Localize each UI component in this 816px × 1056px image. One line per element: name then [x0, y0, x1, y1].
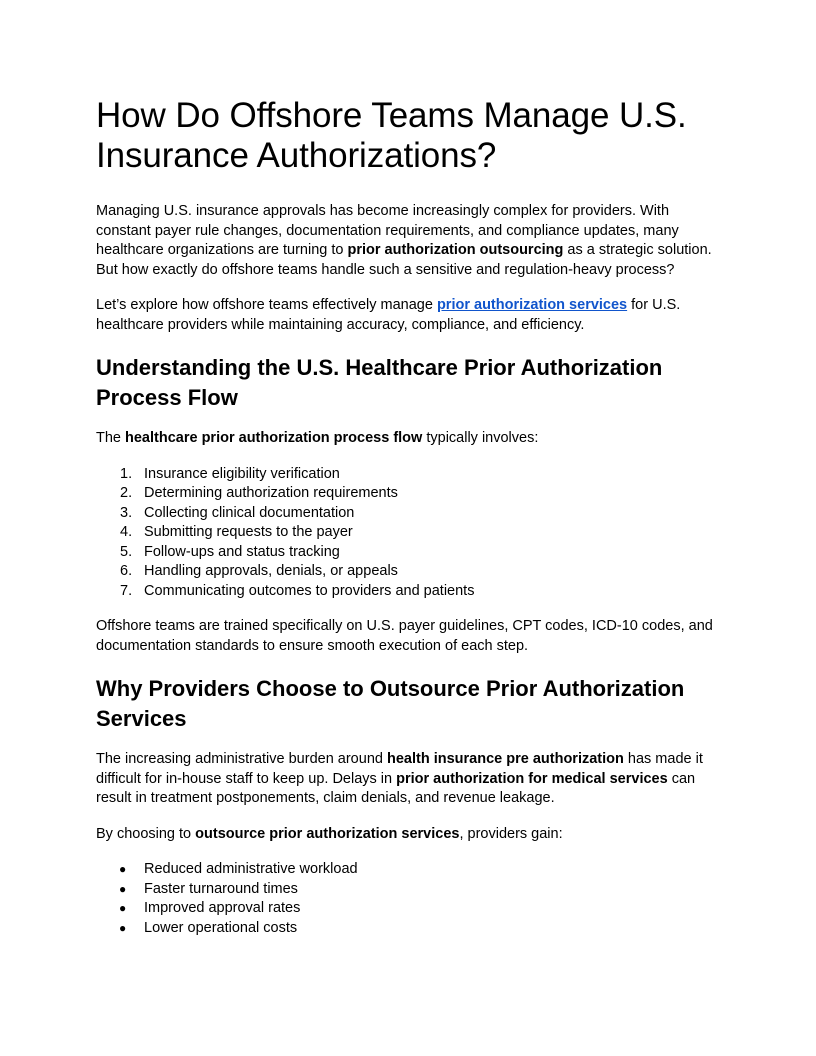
intro-p2-before: Let’s explore how offshore teams effectively manage [96, 297, 437, 313]
document-body [96, 96, 724, 938]
section2-paragraph-1 [96, 750, 724, 809]
section2-p2-after: , providers gain: [459, 825, 563, 842]
list-item-text: Reduced administrative workload [144, 861, 358, 877]
section2-heading: Why Providers Choose to Outsource Prior Authorization Services [96, 676, 685, 731]
list-item-text: Determining authorization requirements [144, 485, 398, 501]
intro-text-2: as a strategic solution. But how exactly do offshore teams handle such a sensitive and regulation-heavy process? [96, 242, 712, 278]
list-item [96, 899, 724, 919]
list-item [96, 504, 724, 524]
list-number: 5. [120, 543, 133, 560]
benefits-list [96, 860, 724, 938]
section2-text-3: can result in treatment postponements, claim denials, and revenue leakage. [96, 770, 696, 806]
list-number: 3. [120, 504, 133, 521]
list-number: 7. [120, 582, 133, 599]
list-item-text: Faster turnaround times [144, 880, 298, 897]
bullet-icon: ● [119, 901, 127, 915]
list-item [96, 582, 724, 602]
intro-p2-after: for U.S. healthcare providers while maintaining accuracy, compliance, and efficiency. [96, 297, 681, 333]
section2-bold-health-insurance: health insurance pre authorization [386, 751, 624, 767]
intro-text-1: Managing U.S. insurance approvals has become increasingly complex for providers. With constant payer rule changes, documentation requirements, and compliance updates, many healthcare organizations are turning to [96, 203, 679, 258]
section2-text-1: The increasing administrative burden around [96, 751, 387, 767]
list-item [96, 523, 724, 543]
section1-lead [96, 429, 724, 449]
section1-heading: Understanding the U.S. Healthcare Prior Authorization Process Flow [96, 355, 663, 410]
section2-p2-before: By choosing to [96, 825, 196, 842]
list-item-text: Improved approval rates [144, 900, 301, 916]
list-item [96, 465, 724, 485]
process-steps-list [96, 465, 724, 602]
list-item-text: Follow-ups and status tracking [144, 543, 340, 560]
section2-paragraph-2 [96, 825, 724, 845]
list-item [96, 484, 724, 504]
list-item [96, 562, 724, 582]
list-item [96, 880, 724, 900]
list-item-text: Communicating outcomes to providers and patients [144, 582, 475, 599]
section1-lead-after: typically involves: [422, 430, 539, 446]
section2-bold-medical-services: prior authorization for medical services [396, 770, 668, 787]
list-item [96, 919, 724, 939]
section1-lead-before: The [96, 430, 126, 446]
intro-paragraph-1 [96, 202, 724, 280]
section1-closing: Offshore teams are trained specifically on U.S. payer guidelines, CPT codes, ICD-10 codes, and documentation standards to ensure smooth execution of each step. [96, 618, 713, 654]
page-title: How Do Offshore Teams Manage U.S. Insurance Authorizations? [96, 96, 687, 175]
list-item-text: Handling approvals, denials, or appeals [144, 563, 398, 579]
intro-paragraph-2 [96, 296, 724, 335]
list-number: 6. [120, 563, 133, 579]
bullet-icon: ● [119, 881, 127, 896]
list-item-text: Collecting clinical documentation [144, 504, 355, 521]
section2-p2-bold: outsource prior authorization services [195, 825, 460, 842]
list-item-text: Insurance eligibility verification [144, 465, 340, 482]
list-item [96, 543, 724, 563]
list-number: 2. [120, 485, 133, 501]
bullet-icon: ● [119, 920, 127, 935]
list-item-text: Submitting requests to the payer [144, 524, 353, 540]
bullet-icon: ● [119, 862, 127, 876]
list-item-text: Lower operational costs [144, 919, 298, 936]
section1-lead-bold: healthcare prior authorization process flow [125, 430, 423, 446]
section2-text-2: has made it difficult for in-house staff to keep up. Delays in [96, 751, 703, 787]
list-number: 1. [120, 465, 133, 482]
prior-authorization-services-link[interactable]: prior authorization services [436, 297, 628, 313]
intro-bold-prior-authorization-outsourcing: prior authorization outsourcing [347, 242, 564, 258]
list-item [96, 860, 724, 880]
list-number: 4. [120, 524, 133, 540]
